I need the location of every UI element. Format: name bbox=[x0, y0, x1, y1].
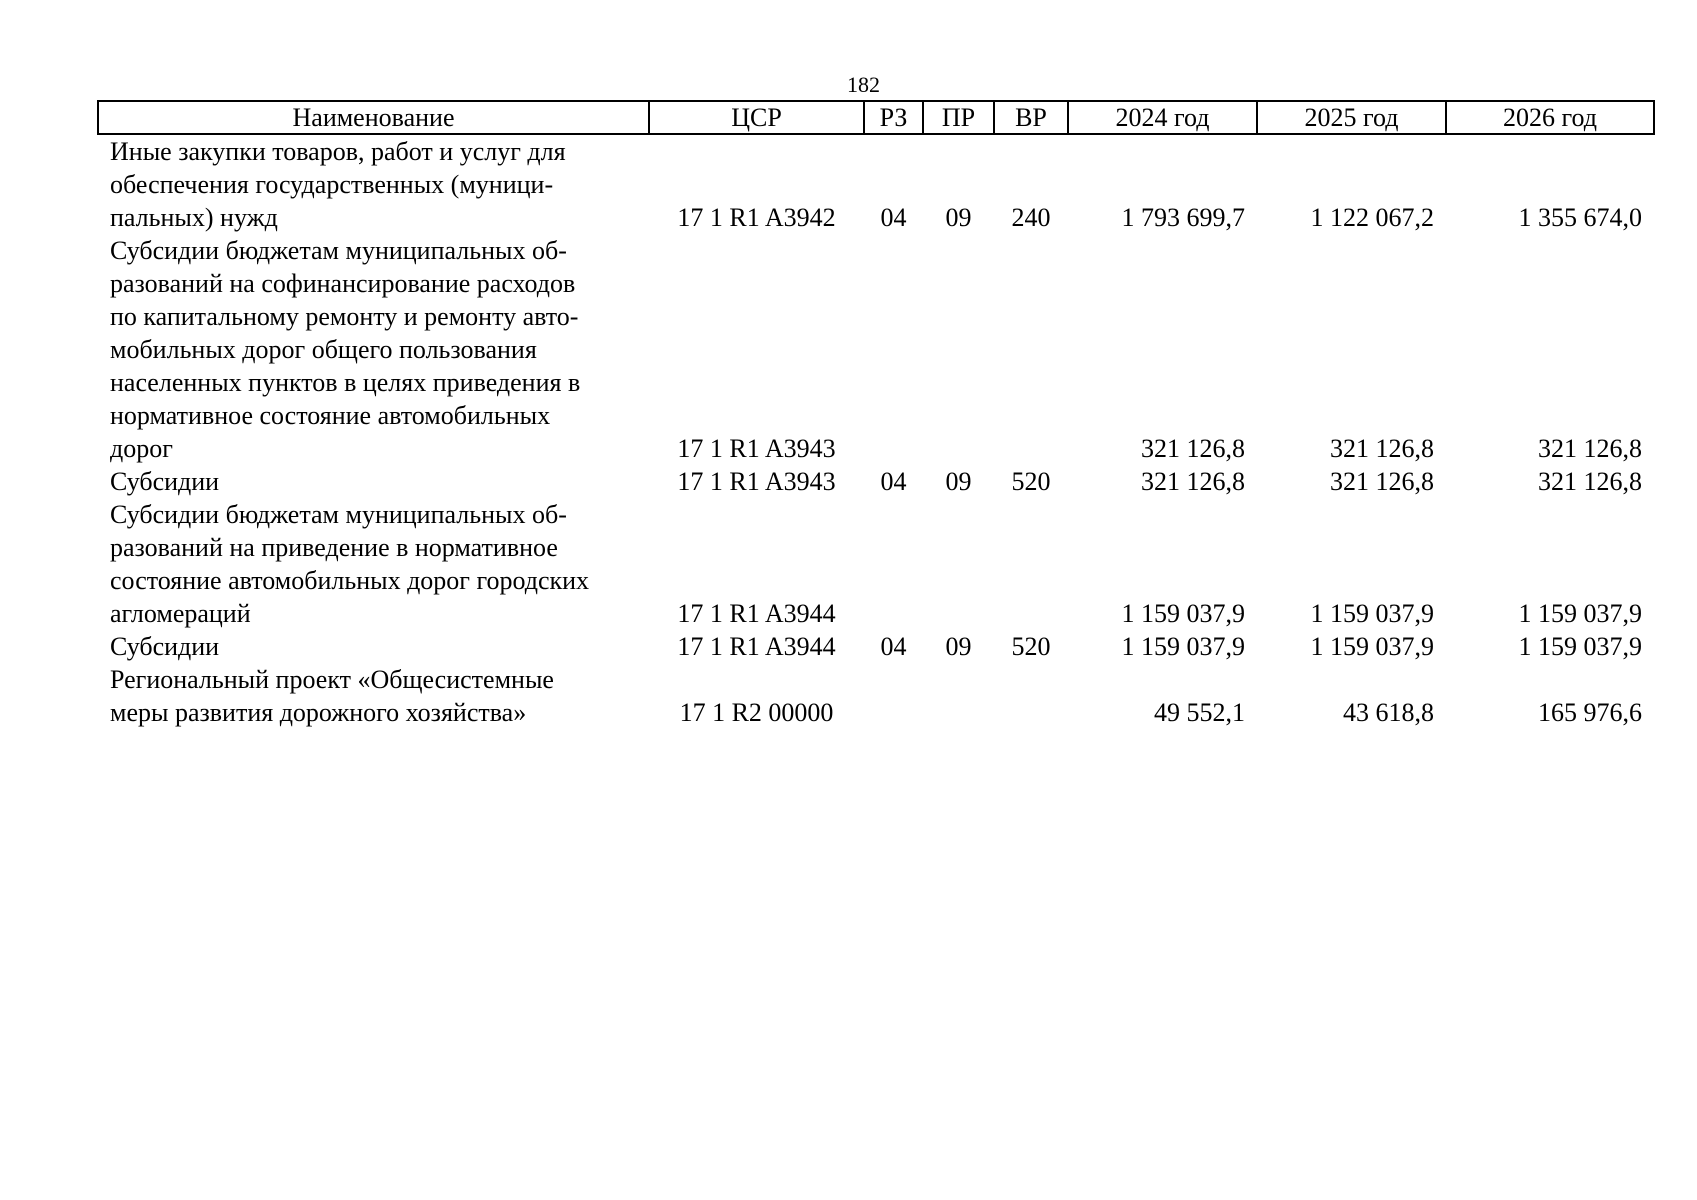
row-vr bbox=[994, 663, 1068, 729]
row-vr bbox=[994, 498, 1068, 630]
row-name-line: состояние автомобильных дорог городских bbox=[110, 566, 590, 595]
row-2026: 1 355 674,0 bbox=[1518, 203, 1642, 232]
row-pr: 09 bbox=[945, 632, 972, 661]
header-name: Наименование bbox=[98, 101, 649, 134]
row-2025: 321 126,8 bbox=[1330, 434, 1434, 463]
row-rz: 04 bbox=[880, 203, 907, 232]
row-vr: 520 bbox=[1011, 632, 1051, 661]
row-name-line: по капитальному ремонту и ремонту авто- bbox=[110, 302, 579, 331]
row-name-line: Региональный проект «Общесистемные bbox=[110, 665, 554, 694]
header-2024: 2024 год bbox=[1068, 101, 1257, 134]
row-name-line: обеспечения государственных (муници- bbox=[110, 170, 554, 199]
row-name-line: дорог bbox=[110, 434, 173, 463]
row-vr: 240 bbox=[1011, 203, 1051, 232]
table-row bbox=[98, 465, 1654, 498]
row-name-line: Иные закупки товаров, работ и услуг для bbox=[110, 137, 566, 166]
row-csr: 17 1 R1 A3944 bbox=[677, 632, 836, 661]
row-2024: 321 126,8 bbox=[1141, 467, 1245, 496]
header-rz: РЗ bbox=[864, 101, 923, 134]
row-pr bbox=[923, 498, 994, 630]
header-csr: ЦСР bbox=[649, 101, 864, 134]
row-name-line: населенных пунктов в целях приведения в bbox=[110, 368, 581, 397]
row-csr: 17 1 R1 A3943 bbox=[677, 467, 836, 496]
row-rz bbox=[864, 498, 923, 630]
row-csr: 17 1 R1 A3943 bbox=[677, 434, 836, 463]
row-2026: 321 126,8 bbox=[1538, 467, 1642, 496]
row-name bbox=[98, 134, 649, 234]
row-name-line: нормативное состояние автомобильных bbox=[110, 401, 551, 430]
row-2025: 321 126,8 bbox=[1330, 467, 1434, 496]
row-2024: 1 159 037,9 bbox=[1121, 632, 1245, 661]
row-name bbox=[98, 498, 649, 630]
row-2026: 321 126,8 bbox=[1538, 434, 1642, 463]
row-csr: 17 1 R1 A3944 bbox=[677, 599, 836, 628]
row-2025: 1 122 067,2 bbox=[1310, 203, 1434, 232]
row-vr bbox=[994, 234, 1068, 465]
table-row bbox=[98, 234, 1654, 465]
row-rz: 04 bbox=[880, 632, 907, 661]
row-2026: 1 159 037,9 bbox=[1518, 632, 1642, 661]
page-number: 182 bbox=[847, 72, 880, 97]
budget-table bbox=[97, 100, 1655, 729]
row-name bbox=[98, 663, 649, 729]
row-2025: 1 159 037,9 bbox=[1310, 632, 1434, 661]
row-2025: 1 159 037,9 bbox=[1310, 599, 1434, 628]
row-name-line: Субсидии bbox=[110, 632, 220, 661]
row-pr: 09 bbox=[945, 467, 972, 496]
row-2024: 321 126,8 bbox=[1141, 434, 1245, 463]
row-csr: 17 1 R2 00000 bbox=[679, 698, 834, 727]
row-pr: 09 bbox=[945, 203, 972, 232]
row-name-line: пальных) нужд bbox=[110, 203, 278, 232]
header-vr: ВР bbox=[994, 101, 1068, 134]
row-rz: 04 bbox=[880, 467, 907, 496]
row-2024: 1 159 037,9 bbox=[1121, 599, 1245, 628]
row-2024: 1 793 699,7 bbox=[1121, 203, 1245, 232]
row-name-line: Субсидии бюджетам муниципальных об- bbox=[110, 500, 567, 529]
row-2026: 1 159 037,9 bbox=[1518, 599, 1642, 628]
row-rz bbox=[864, 663, 923, 729]
row-rz bbox=[864, 234, 923, 465]
row-name-line: агломераций bbox=[110, 599, 251, 628]
table-header bbox=[98, 101, 1654, 134]
table-row bbox=[98, 630, 1654, 663]
row-name-line: Субсидии бюджетам муниципальных об- bbox=[110, 236, 567, 265]
row-name bbox=[98, 630, 649, 663]
row-name-line: Субсидии bbox=[110, 467, 220, 496]
row-name-line: мобильных дорог общего пользования bbox=[110, 335, 537, 364]
row-vr: 520 bbox=[1011, 467, 1051, 496]
row-name bbox=[98, 465, 649, 498]
row-name bbox=[98, 234, 649, 465]
row-2026: 165 976,6 bbox=[1538, 698, 1642, 727]
header-2026: 2026 год bbox=[1446, 101, 1654, 134]
row-csr: 17 1 R1 A3942 bbox=[677, 203, 836, 232]
table-row bbox=[98, 498, 1654, 630]
table-row bbox=[98, 134, 1654, 234]
row-2025: 43 618,8 bbox=[1343, 698, 1434, 727]
header-2025: 2025 год bbox=[1257, 101, 1446, 134]
table-row bbox=[98, 663, 1654, 729]
row-pr bbox=[923, 663, 994, 729]
header-pr: ПР bbox=[923, 101, 994, 134]
row-name-line: разований на приведение в нормативное bbox=[110, 533, 558, 562]
row-name-line: разований на софинансирование расходов bbox=[110, 269, 576, 298]
row-2024: 49 552,1 bbox=[1154, 698, 1245, 727]
row-pr bbox=[923, 234, 994, 465]
row-name-line: меры развития дорожного хозяйства» bbox=[110, 698, 527, 727]
